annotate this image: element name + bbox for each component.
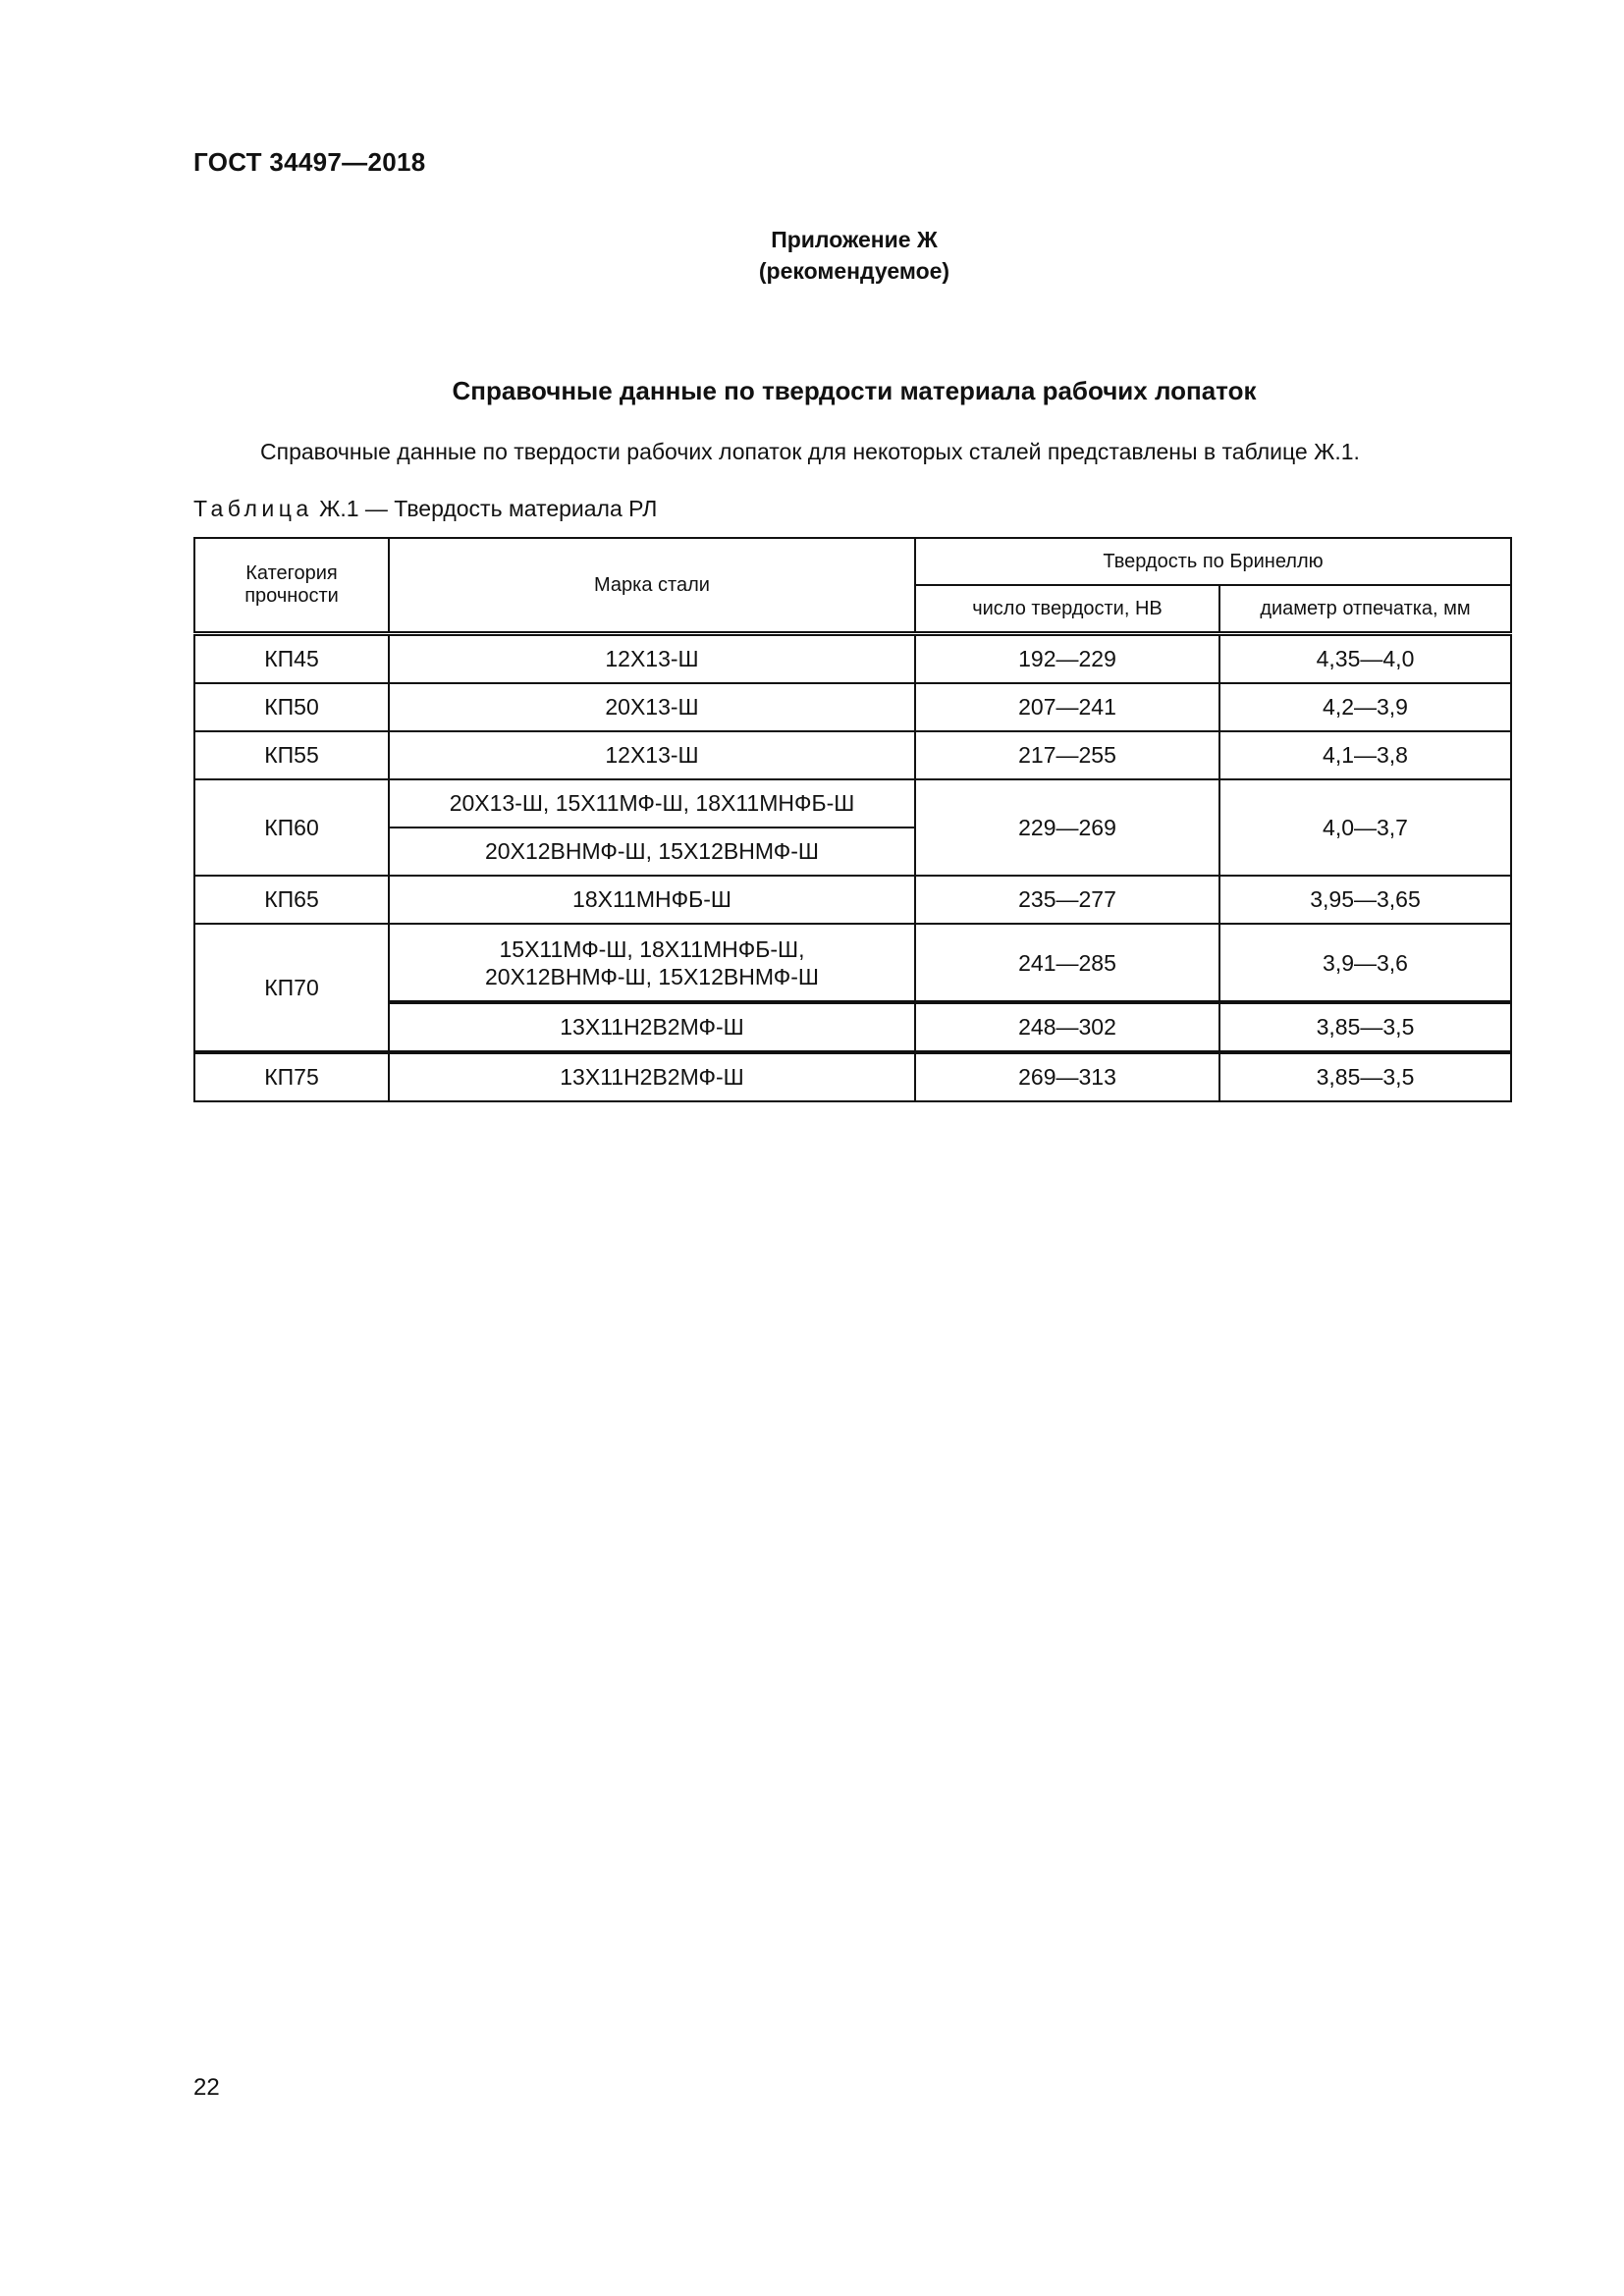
cell-diameter: 4,35—4,0 bbox=[1219, 634, 1511, 684]
table-row bbox=[194, 924, 1511, 1002]
table-row bbox=[194, 1052, 1511, 1101]
table-row bbox=[194, 731, 1511, 779]
table-caption-text: Ж.1 — Твердость материала РЛ bbox=[312, 496, 658, 521]
cell-steel-line2: 20Х12ВНМФ-Ш, 15Х12ВНМФ-Ш bbox=[485, 963, 819, 989]
cell-diameter: 4,1—3,8 bbox=[1219, 731, 1511, 779]
appendix-status: (рекомендуемое) bbox=[758, 258, 950, 284]
page-number: 22 bbox=[193, 2074, 220, 2101]
header-category-line1: Категория bbox=[245, 562, 338, 584]
cell-steel-line1: 15Х11МФ-Ш, 18Х11МНФБ-Ш, bbox=[499, 935, 805, 962]
intro-paragraph: Справочные данные по твердости рабочих лопаток для некоторых сталей представлены в таблице Ж.1. bbox=[260, 439, 1360, 464]
header-imprint-diameter: диаметр отпечатка, мм bbox=[1219, 585, 1511, 634]
cell-steel: 12Х13-Ш bbox=[389, 634, 915, 684]
cell-diameter: 4,2—3,9 bbox=[1219, 683, 1511, 731]
cell-steel: 18Х11МНФБ-Ш bbox=[389, 876, 915, 924]
header-brinell: Твердость по Бринеллю bbox=[915, 538, 1511, 585]
cell-category: КП50 bbox=[194, 683, 389, 731]
cell-hb: 229—269 bbox=[915, 779, 1219, 876]
cell-hb: 192—229 bbox=[915, 634, 1219, 684]
table-body bbox=[194, 634, 1511, 1102]
cell-category: КП65 bbox=[194, 876, 389, 924]
header-category-line2: прочности bbox=[244, 585, 339, 607]
table-header bbox=[194, 538, 1511, 634]
cell-category: КП75 bbox=[194, 1052, 389, 1101]
appendix-title: Приложение Ж bbox=[771, 227, 938, 252]
cell-hb: 235—277 bbox=[915, 876, 1219, 924]
cell-hb: 217—255 bbox=[915, 731, 1219, 779]
cell-hb: 248—302 bbox=[915, 1002, 1219, 1052]
cell-diameter: 3,85—3,5 bbox=[1219, 1002, 1511, 1052]
cell-steel: 12Х13-Ш bbox=[389, 731, 915, 779]
cell-category: КП55 bbox=[194, 731, 389, 779]
header-hardness-number: число твердости, НВ bbox=[915, 585, 1219, 634]
cell-diameter: 4,0—3,7 bbox=[1219, 779, 1511, 876]
cell-steel: 20Х12ВНМФ-Ш, 15Х12ВНМФ-Ш bbox=[389, 828, 915, 876]
cell-steel bbox=[389, 924, 915, 1002]
cell-category: КП70 bbox=[194, 924, 389, 1052]
cell-steel: 13Х11Н2В2МФ-Ш bbox=[389, 1052, 915, 1101]
table-caption-word: Таблица bbox=[193, 496, 313, 521]
header-category bbox=[194, 538, 389, 634]
section-title: Справочные данные по твердости материала рабочих лопаток bbox=[452, 376, 1257, 405]
table-row bbox=[194, 779, 1511, 828]
table-caption bbox=[193, 496, 657, 522]
header-steel-grade: Марка стали bbox=[389, 538, 915, 634]
cell-diameter: 3,85—3,5 bbox=[1219, 1052, 1511, 1101]
table-row bbox=[194, 634, 1511, 684]
cell-diameter: 3,95—3,65 bbox=[1219, 876, 1511, 924]
cell-hb: 241—285 bbox=[915, 924, 1219, 1002]
table-row bbox=[194, 876, 1511, 924]
cell-hb: 207—241 bbox=[915, 683, 1219, 731]
cell-category: КП60 bbox=[194, 779, 389, 876]
table-row bbox=[194, 683, 1511, 731]
cell-steel: 20Х13-Ш, 15Х11МФ-Ш, 18Х11МНФБ-Ш bbox=[389, 779, 915, 828]
document-code: ГОСТ 34497—2018 bbox=[193, 147, 426, 177]
hardness-table bbox=[193, 537, 1512, 1102]
cell-hb: 269—313 bbox=[915, 1052, 1219, 1101]
table-row bbox=[194, 1002, 1511, 1052]
cell-steel: 13Х11Н2В2МФ-Ш bbox=[389, 1002, 915, 1052]
cell-category: КП45 bbox=[194, 634, 389, 684]
cell-steel: 20Х13-Ш bbox=[389, 683, 915, 731]
cell-diameter: 3,9—3,6 bbox=[1219, 924, 1511, 1002]
